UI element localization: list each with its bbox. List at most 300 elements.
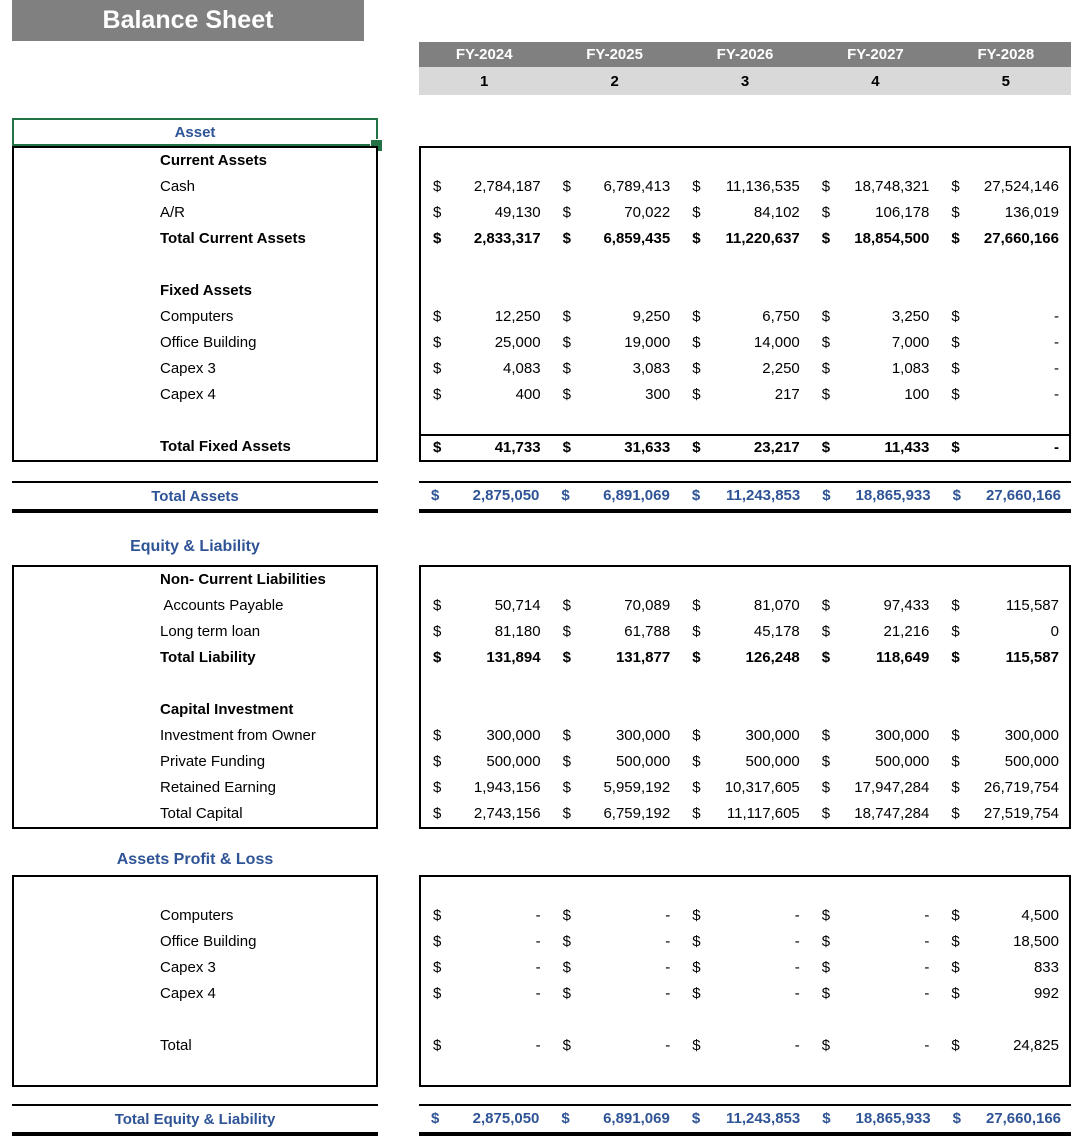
value-cell[interactable] xyxy=(810,593,940,619)
value-cell[interactable] xyxy=(810,200,940,226)
currency-symbol: $ xyxy=(562,779,571,796)
cell-amount: - xyxy=(535,959,541,976)
currency-symbol: $ xyxy=(692,753,701,770)
cell-amount: 833 xyxy=(1033,959,1059,976)
cell-amount: 1,083 xyxy=(891,360,930,377)
value-cell[interactable] xyxy=(680,226,810,252)
value-cell[interactable] xyxy=(939,723,1069,749)
cell-amount: 2,833,317 xyxy=(473,230,541,247)
currency-symbol: $ xyxy=(951,649,960,666)
cell-amount: 500,000 xyxy=(875,753,930,770)
value-cell[interactable] xyxy=(939,775,1069,801)
total-equity-liability-label: Total Equity & Liability xyxy=(12,1104,378,1136)
value-row xyxy=(421,1033,1069,1059)
value-row xyxy=(421,903,1069,929)
cell-amount: - xyxy=(535,1037,541,1054)
row-label: Accounts Payable xyxy=(160,597,284,614)
currency-symbol: $ xyxy=(692,933,701,950)
year-header-cell: FY-2025 xyxy=(586,46,643,63)
cell-amount: 70,022 xyxy=(624,204,671,221)
value-row xyxy=(421,671,1069,697)
value-cell[interactable] xyxy=(421,174,551,200)
value-row xyxy=(421,593,1069,619)
value-cell[interactable] xyxy=(680,330,810,356)
currency-symbol: $ xyxy=(821,204,831,221)
value-cell[interactable] xyxy=(939,903,1069,929)
value-cell[interactable] xyxy=(421,749,551,775)
cell-amount: 115,587 xyxy=(1005,597,1059,614)
value-row xyxy=(421,619,1069,645)
total-value-cell[interactable] xyxy=(549,483,679,509)
currency-symbol: $ xyxy=(692,959,701,976)
cell-amount: 84,102 xyxy=(753,204,800,221)
row-label: Fixed Assets xyxy=(160,282,252,299)
currency-symbol: $ xyxy=(821,386,831,403)
currency-symbol: $ xyxy=(692,779,701,796)
cell-amount: 45,178 xyxy=(753,623,800,640)
row-label: Office Building xyxy=(160,933,257,950)
value-cell[interactable] xyxy=(421,645,551,671)
value-cell[interactable] xyxy=(939,619,1069,645)
value-cell[interactable] xyxy=(421,304,551,330)
total-value-cell[interactable] xyxy=(549,1106,679,1132)
currency-symbol: $ xyxy=(951,360,960,377)
total-value-cell[interactable] xyxy=(941,1106,1071,1132)
cell-amount: - xyxy=(924,985,930,1002)
cell-amount: - xyxy=(1053,308,1059,325)
value-cell[interactable] xyxy=(680,749,810,775)
cell-amount: - xyxy=(665,1037,671,1054)
value-row xyxy=(421,200,1069,226)
value-cell[interactable] xyxy=(551,356,681,382)
equity-value-box xyxy=(419,565,1071,829)
value-cell[interactable] xyxy=(810,775,940,801)
currency-symbol: $ xyxy=(951,959,960,976)
currency-symbol: $ xyxy=(951,386,960,403)
value-cell[interactable] xyxy=(551,775,681,801)
total-value-cell[interactable] xyxy=(810,483,940,509)
value-cell[interactable] xyxy=(421,981,551,1007)
row-label: A/R xyxy=(160,204,186,221)
value-cell[interactable] xyxy=(810,382,940,408)
value-row xyxy=(421,749,1069,775)
row-label: Retained Earning xyxy=(160,779,276,796)
value-cell[interactable] xyxy=(680,955,810,981)
value-cell[interactable] xyxy=(939,200,1069,226)
currency-symbol: $ xyxy=(952,487,961,504)
total-value-cell[interactable] xyxy=(419,1106,549,1132)
value-cell[interactable] xyxy=(680,200,810,226)
asset-value-box xyxy=(419,146,1071,462)
cell-amount: - xyxy=(794,959,800,976)
value-cell[interactable] xyxy=(551,436,681,460)
currency-symbol: $ xyxy=(692,805,701,822)
value-cell[interactable] xyxy=(421,801,551,827)
currency-symbol: $ xyxy=(821,360,831,377)
value-cell[interactable] xyxy=(551,382,681,408)
value-cell[interactable] xyxy=(680,1033,810,1059)
row-label: Capital Investment xyxy=(160,701,294,718)
row-label xyxy=(14,877,376,903)
currency-symbol: $ xyxy=(951,985,960,1002)
currency-symbol: $ xyxy=(433,334,442,351)
currency-symbol: $ xyxy=(562,386,571,403)
cell-amount: 400 xyxy=(515,386,541,403)
currency-symbol: $ xyxy=(692,204,701,221)
cell-amount: 0 xyxy=(1050,623,1059,640)
cell-amount: 300,000 xyxy=(875,727,930,744)
cell-amount: 18,865,933 xyxy=(855,1110,931,1127)
total-value-cell[interactable] xyxy=(419,483,549,509)
currency-symbol: $ xyxy=(691,1110,701,1127)
row-label: Total Liability xyxy=(160,649,256,666)
value-cell[interactable] xyxy=(939,330,1069,356)
value-cell[interactable] xyxy=(421,226,551,252)
cell-amount: 106,178 xyxy=(875,204,930,221)
value-cell[interactable] xyxy=(421,903,551,929)
value-cell[interactable] xyxy=(939,929,1069,955)
value-cell[interactable] xyxy=(421,619,551,645)
value-cell[interactable] xyxy=(551,619,681,645)
cell-amount: 21,216 xyxy=(883,623,930,640)
value-cell[interactable] xyxy=(939,174,1069,200)
cell-amount: - xyxy=(794,933,800,950)
cell-amount: 1,943,156 xyxy=(473,779,541,796)
value-cell[interactable] xyxy=(939,955,1069,981)
cell-amount: 6,750 xyxy=(762,308,800,325)
value-row xyxy=(421,1007,1069,1033)
value-cell[interactable] xyxy=(680,981,810,1007)
cell-amount: 18,500 xyxy=(1013,933,1059,950)
currency-symbol: $ xyxy=(562,649,571,666)
cell-amount: 136,019 xyxy=(1004,204,1059,221)
total-value-cell[interactable] xyxy=(810,1106,940,1132)
total-equity-liability-values xyxy=(419,1104,1071,1136)
year-header-cell: FY-2026 xyxy=(716,46,774,63)
cell-amount: - xyxy=(1053,439,1059,456)
currency-symbol: $ xyxy=(562,727,571,744)
value-cell[interactable] xyxy=(680,723,810,749)
currency-symbol: $ xyxy=(821,805,831,822)
value-cell[interactable] xyxy=(680,801,810,827)
value-row xyxy=(421,775,1069,801)
value-cell[interactable] xyxy=(551,723,681,749)
value-cell[interactable] xyxy=(551,929,681,955)
currency-symbol: $ xyxy=(562,204,571,221)
currency-symbol: $ xyxy=(692,334,701,351)
row-label: Capex 4 xyxy=(160,386,216,403)
cell-amount: 7,000 xyxy=(891,334,930,351)
value-cell[interactable] xyxy=(680,903,810,929)
value-cell[interactable] xyxy=(810,226,940,252)
cell-amount: 27,660,166 xyxy=(985,1110,1062,1127)
value-cell[interactable] xyxy=(810,955,940,981)
value-cell[interactable] xyxy=(680,593,810,619)
value-cell[interactable] xyxy=(421,955,551,981)
value-cell[interactable] xyxy=(551,200,681,226)
total-assets-values xyxy=(419,481,1071,513)
currency-symbol: $ xyxy=(562,907,571,924)
value-cell[interactable] xyxy=(810,749,940,775)
cell-amount: 3,250 xyxy=(891,308,930,325)
currency-symbol: $ xyxy=(692,727,701,744)
currency-symbol: $ xyxy=(692,907,701,924)
currency-symbol: $ xyxy=(562,985,571,1002)
cell-amount: 81,180 xyxy=(494,623,541,640)
currency-symbol: $ xyxy=(692,623,701,640)
value-cell[interactable] xyxy=(680,382,810,408)
cell-amount: 4,083 xyxy=(503,360,541,377)
value-row xyxy=(421,955,1069,981)
currency-symbol: $ xyxy=(821,779,831,796)
value-cell[interactable] xyxy=(680,174,810,200)
currency-symbol: $ xyxy=(951,805,960,822)
row-label: Capex 3 xyxy=(160,360,216,377)
cell-amount: 18,865,933 xyxy=(855,487,931,504)
currency-symbol: $ xyxy=(433,649,442,666)
currency-symbol: $ xyxy=(951,623,960,640)
value-cell[interactable] xyxy=(810,1033,940,1059)
period-number-cell: 4 xyxy=(871,72,880,90)
currency-symbol: $ xyxy=(433,308,442,325)
cell-amount: 4,500 xyxy=(1021,907,1059,924)
value-cell[interactable] xyxy=(810,619,940,645)
cell-amount: - xyxy=(794,907,800,924)
value-cell[interactable] xyxy=(939,981,1069,1007)
cell-amount: 115,587 xyxy=(1005,649,1059,666)
cell-amount: 126,248 xyxy=(745,649,800,666)
row-label xyxy=(14,1059,376,1085)
value-row xyxy=(421,723,1069,749)
value-cell[interactable] xyxy=(680,436,810,460)
cell-amount: 118,649 xyxy=(875,649,930,666)
asset-label-box xyxy=(12,146,378,462)
cell-amount: 11,243,853 xyxy=(725,1110,801,1127)
value-cell[interactable] xyxy=(421,356,551,382)
value-row xyxy=(421,226,1069,252)
total-value-cell[interactable] xyxy=(680,483,810,509)
currency-symbol: $ xyxy=(433,959,442,976)
cell-amount: 11,117,605 xyxy=(726,805,800,822)
value-cell[interactable] xyxy=(421,593,551,619)
value-cell[interactable] xyxy=(551,593,681,619)
cell-amount: 500,000 xyxy=(615,753,671,770)
cell-amount: 6,759,192 xyxy=(603,805,671,822)
currency-symbol: $ xyxy=(951,933,960,950)
currency-symbol: $ xyxy=(821,907,831,924)
currency-symbol: $ xyxy=(821,753,831,770)
cell-amount: 131,894 xyxy=(486,649,541,666)
currency-symbol: $ xyxy=(562,753,571,770)
value-cell[interactable] xyxy=(810,304,940,330)
value-cell[interactable] xyxy=(810,436,940,460)
currency-symbol: $ xyxy=(433,439,442,456)
value-cell[interactable] xyxy=(810,981,940,1007)
currency-symbol: $ xyxy=(692,360,701,377)
value-row xyxy=(421,929,1069,955)
currency-symbol: $ xyxy=(692,230,701,247)
value-cell[interactable] xyxy=(939,801,1069,827)
cell-amount: 500,000 xyxy=(1004,753,1059,770)
value-cell[interactable] xyxy=(421,436,551,460)
cell-amount: - xyxy=(924,933,930,950)
cell-amount: 50,714 xyxy=(494,597,541,614)
profit-loss-value-box xyxy=(419,875,1071,1087)
total-value-cell[interactable] xyxy=(680,1106,810,1132)
value-cell[interactable] xyxy=(680,304,810,330)
currency-symbol: $ xyxy=(692,1037,701,1054)
sheet-title: Balance Sheet xyxy=(12,0,364,41)
value-cell[interactable] xyxy=(680,356,810,382)
value-cell[interactable] xyxy=(551,174,681,200)
selected-cell-asset[interactable] xyxy=(12,118,378,148)
currency-symbol: $ xyxy=(951,308,960,325)
equity-label-box xyxy=(12,565,378,829)
cell-amount: 2,784,187 xyxy=(473,178,541,195)
assets-profit-loss-heading: Assets Profit & Loss xyxy=(116,851,274,868)
cell-amount: 18,854,500 xyxy=(854,230,930,247)
value-cell[interactable] xyxy=(810,903,940,929)
currency-symbol: $ xyxy=(951,230,960,247)
row-label xyxy=(14,252,376,278)
currency-symbol: $ xyxy=(433,907,442,924)
value-cell[interactable] xyxy=(939,304,1069,330)
value-cell[interactable] xyxy=(421,775,551,801)
cell-amount: 10,317,605 xyxy=(724,779,800,796)
currency-symbol: $ xyxy=(433,178,442,195)
value-cell[interactable] xyxy=(939,645,1069,671)
value-cell[interactable] xyxy=(939,593,1069,619)
value-cell[interactable] xyxy=(551,801,681,827)
total-value-cell[interactable] xyxy=(941,483,1071,509)
value-cell[interactable] xyxy=(421,929,551,955)
value-cell[interactable] xyxy=(551,645,681,671)
value-cell[interactable] xyxy=(551,903,681,929)
value-cell[interactable] xyxy=(551,226,681,252)
cell-amount: 27,524,146 xyxy=(983,178,1059,195)
currency-symbol: $ xyxy=(562,334,571,351)
value-row xyxy=(421,252,1069,278)
currency-symbol: $ xyxy=(951,204,960,221)
currency-symbol: $ xyxy=(821,334,831,351)
value-cell[interactable] xyxy=(680,619,810,645)
value-cell[interactable] xyxy=(810,645,940,671)
currency-symbol: $ xyxy=(433,204,442,221)
value-cell[interactable] xyxy=(939,1033,1069,1059)
currency-symbol: $ xyxy=(692,985,701,1002)
cell-amount: 2,875,050 xyxy=(472,1110,540,1127)
value-cell[interactable] xyxy=(421,723,551,749)
cell-amount: 14,000 xyxy=(753,334,800,351)
currency-symbol: $ xyxy=(562,623,571,640)
cell-amount: 61,788 xyxy=(624,623,671,640)
currency-symbol: $ xyxy=(562,805,571,822)
cell-amount: 11,433 xyxy=(884,439,930,456)
cell-amount: 11,243,853 xyxy=(725,487,801,504)
currency-symbol: $ xyxy=(692,649,701,666)
value-cell[interactable] xyxy=(939,382,1069,408)
row-label: Capex 3 xyxy=(160,959,216,976)
value-cell[interactable] xyxy=(421,200,551,226)
currency-symbol: $ xyxy=(951,439,960,456)
row-label xyxy=(14,408,376,434)
value-cell[interactable] xyxy=(680,775,810,801)
value-cell[interactable] xyxy=(421,330,551,356)
row-label xyxy=(14,671,376,697)
value-cell[interactable] xyxy=(551,304,681,330)
cell-amount: 27,519,754 xyxy=(983,805,1059,822)
value-cell[interactable] xyxy=(680,929,810,955)
row-label: Total Current Assets xyxy=(160,230,306,247)
value-cell[interactable] xyxy=(421,1033,551,1059)
period-number-cell: 3 xyxy=(740,72,750,90)
value-cell[interactable] xyxy=(810,801,940,827)
currency-symbol: $ xyxy=(561,1110,570,1127)
year-header-cell: FY-2024 xyxy=(455,46,513,63)
value-cell[interactable] xyxy=(939,356,1069,382)
cell-amount: 100 xyxy=(904,386,930,403)
currency-symbol: $ xyxy=(433,230,442,247)
currency-symbol: $ xyxy=(562,1037,571,1054)
value-cell[interactable] xyxy=(551,981,681,1007)
currency-symbol: $ xyxy=(952,1110,961,1127)
value-cell[interactable] xyxy=(551,1033,681,1059)
cell-amount: 27,660,166 xyxy=(983,230,1059,247)
period-number-cell: 2 xyxy=(610,72,619,90)
value-cell[interactable] xyxy=(810,356,940,382)
value-cell[interactable] xyxy=(810,174,940,200)
value-cell[interactable] xyxy=(421,382,551,408)
value-cell[interactable] xyxy=(939,436,1069,460)
value-cell[interactable] xyxy=(551,330,681,356)
value-row xyxy=(421,148,1069,174)
currency-symbol: $ xyxy=(951,1037,960,1054)
value-row xyxy=(421,645,1069,671)
value-cell[interactable] xyxy=(680,645,810,671)
currency-symbol: $ xyxy=(433,727,442,744)
value-cell[interactable] xyxy=(551,749,681,775)
currency-symbol: $ xyxy=(562,597,571,614)
row-label: Capex 4 xyxy=(160,985,216,1002)
value-row xyxy=(421,408,1069,434)
currency-symbol: $ xyxy=(562,933,571,950)
value-cell[interactable] xyxy=(810,723,940,749)
value-cell[interactable] xyxy=(939,226,1069,252)
cell-amount: 300,000 xyxy=(1004,727,1059,744)
cell-amount: - xyxy=(665,985,671,1002)
value-row xyxy=(421,1059,1069,1085)
cell-amount: 500,000 xyxy=(486,753,541,770)
value-cell[interactable] xyxy=(551,955,681,981)
cell-amount: 131,877 xyxy=(615,649,671,666)
currency-symbol: $ xyxy=(562,439,571,456)
profit-loss-label-box xyxy=(12,875,378,1087)
cell-amount: - xyxy=(794,1037,800,1054)
value-cell[interactable] xyxy=(939,749,1069,775)
value-cell[interactable] xyxy=(810,929,940,955)
value-cell[interactable] xyxy=(810,330,940,356)
cell-amount: - xyxy=(665,907,671,924)
cell-amount: 3,083 xyxy=(632,360,671,377)
cell-amount: - xyxy=(1053,386,1059,403)
cell-amount: 17,947,284 xyxy=(854,779,930,796)
cell-amount: 300,000 xyxy=(486,727,541,744)
currency-symbol: $ xyxy=(821,439,831,456)
cell-amount: - xyxy=(924,959,930,976)
currency-symbol: $ xyxy=(951,597,960,614)
value-row xyxy=(421,434,1069,460)
cell-amount: 12,250 xyxy=(494,308,541,325)
